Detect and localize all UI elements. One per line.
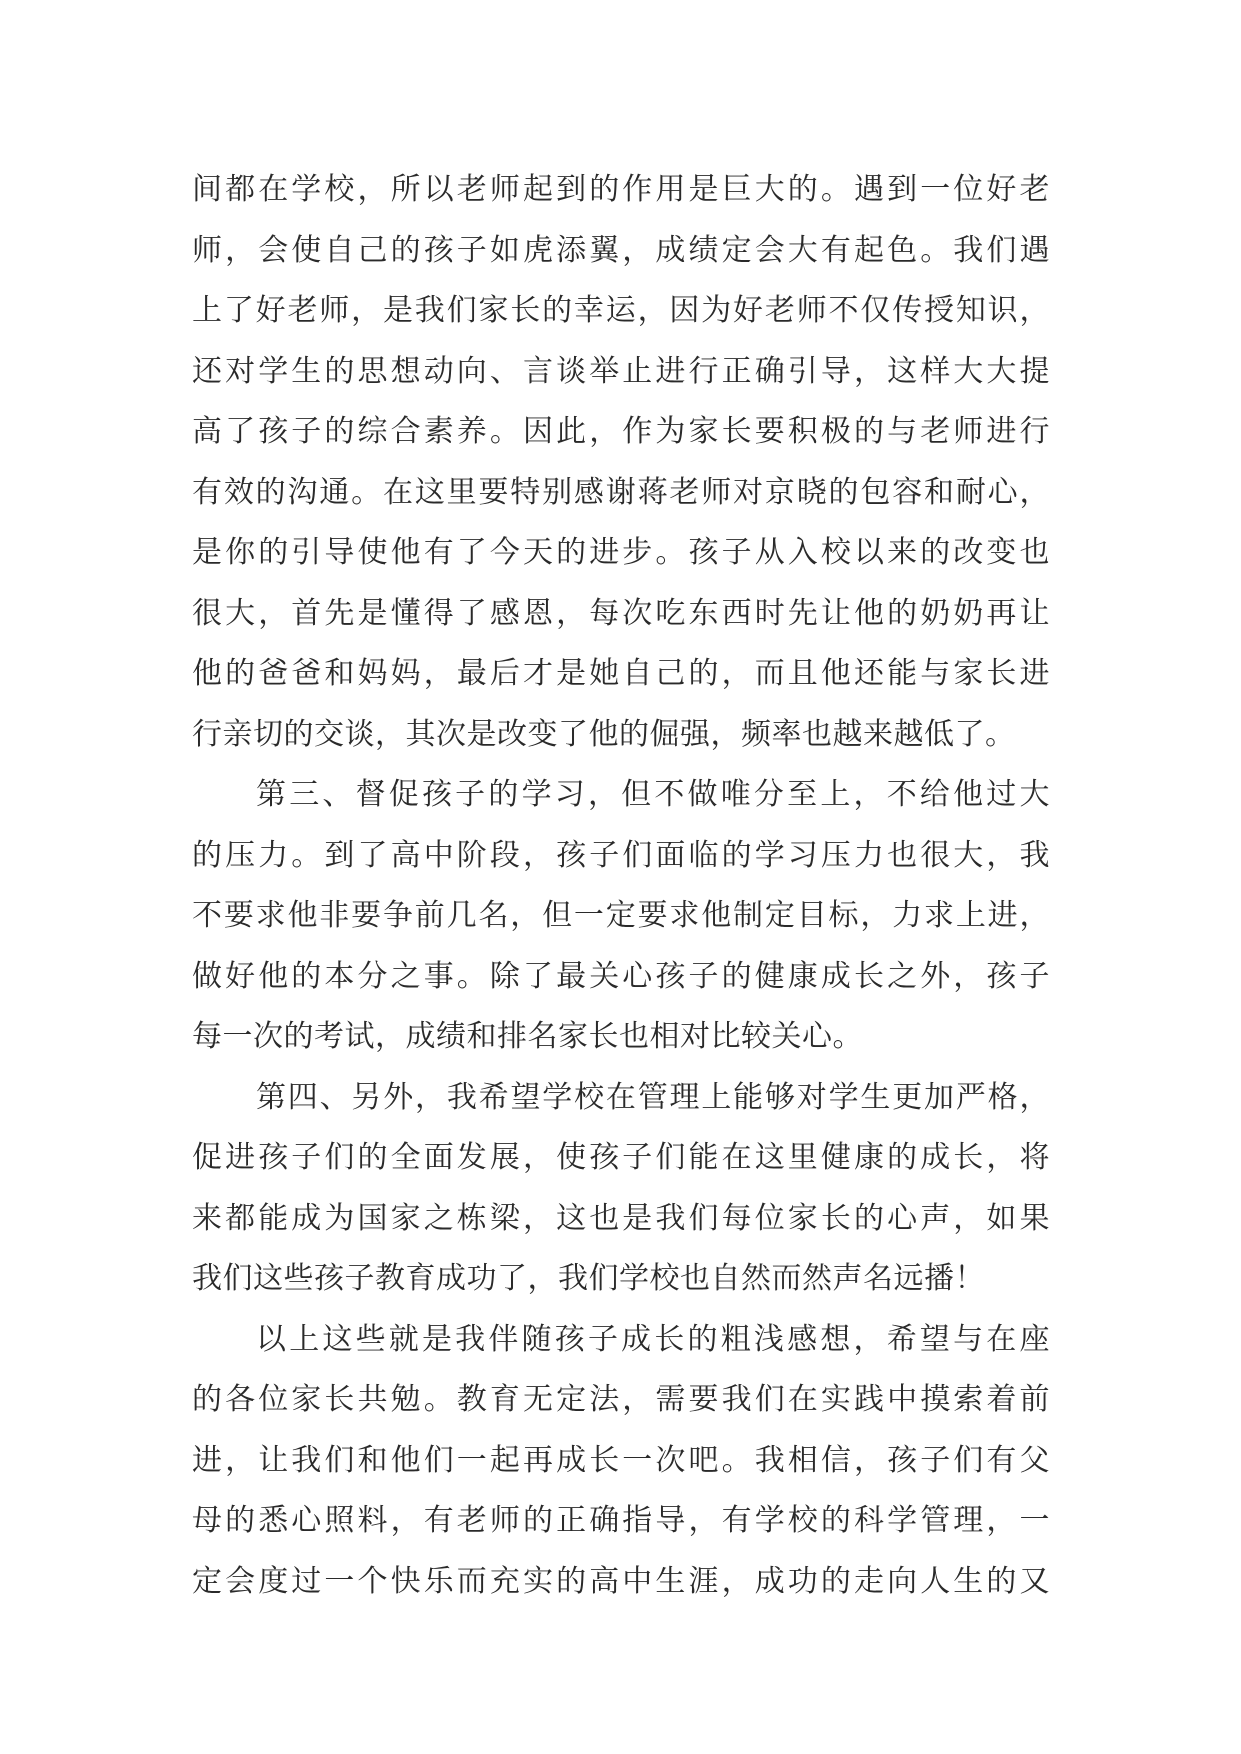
text-line: 他的爸爸和妈妈，最后才是她自己的，而且他还能与家长进	[192, 656, 1050, 691]
text-line: 很大，首先是懂得了感恩，每次吃东西时先让他的奶奶再让	[192, 595, 1050, 631]
text-line: 行亲切的交谈，其次是改变了他的倔强，频率也越来越低了。	[192, 716, 1016, 752]
text-line: 做好他的本分之事。除了最关心孩子的健康成长之外，孩子	[192, 958, 1050, 994]
text-line: 上了好老师，是我们家长的幸运，因为好老师不仅传授知识，	[192, 293, 1050, 328]
text-line: 进，让我们和他们一起再成长一次吧。我相信，孩子们有父	[192, 1442, 1050, 1478]
text-line: 还对学生的思想动向、言谈举止进行正确引导，这样大大提	[192, 353, 1050, 389]
text-line: 是你的引导使他有了今天的进步。孩子从入校以来的改变也	[192, 535, 1050, 570]
text-line: 的压力。到了高中阶段，孩子们面临的学习压力也很大，我	[192, 837, 1050, 873]
text-line: 以上这些就是我伴随孩子成长的粗浅感想，希望与在座	[256, 1321, 1050, 1357]
text-line: 定会度过一个快乐而充实的高中生涯，成功的走向人生的又	[192, 1563, 1050, 1599]
text-line: 的各位家长共勉。教育无定法，需要我们在实践中摸索着前	[192, 1382, 1050, 1417]
document-body	[192, 160, 1050, 1612]
text-line: 我们这些孩子教育成功了，我们学校也自然而然声名远播！	[192, 1261, 985, 1296]
text-line: 高了孩子的综合素养。因此，作为家长要积极的与老师进行	[192, 414, 1050, 449]
text-line: 师，会使自己的孩子如虎添翼，成绩定会大有起色。我们遇	[192, 232, 1050, 268]
text-line: 来都能成为国家之栋梁，这也是我们每位家长的心声，如果	[192, 1200, 1050, 1236]
text-line: 每一次的考试，成绩和排名家长也相对比较关心。	[192, 1019, 863, 1054]
text-line: 第四、另外，我希望学校在管理上能够对学生更加严格，	[256, 1079, 1050, 1115]
text-line: 间都在学校，所以老师起到的作用是巨大的。遇到一位好老	[192, 172, 1050, 207]
text-line: 促进孩子们的全面发展，使孩子们能在这里健康的成长，将	[192, 1140, 1050, 1175]
text-line: 母的悉心照料，有老师的正确指导，有学校的科学管理，一	[192, 1503, 1050, 1538]
text-line: 有效的沟通。在这里要特别感谢蒋老师对京晓的包容和耐心，	[192, 474, 1050, 510]
text-line: 第三、督促孩子的学习，但不做唯分至上，不给他过大	[256, 777, 1050, 812]
text-line: 不要求他非要争前几名，但一定要求他制定目标，力求上进，	[192, 898, 1050, 933]
